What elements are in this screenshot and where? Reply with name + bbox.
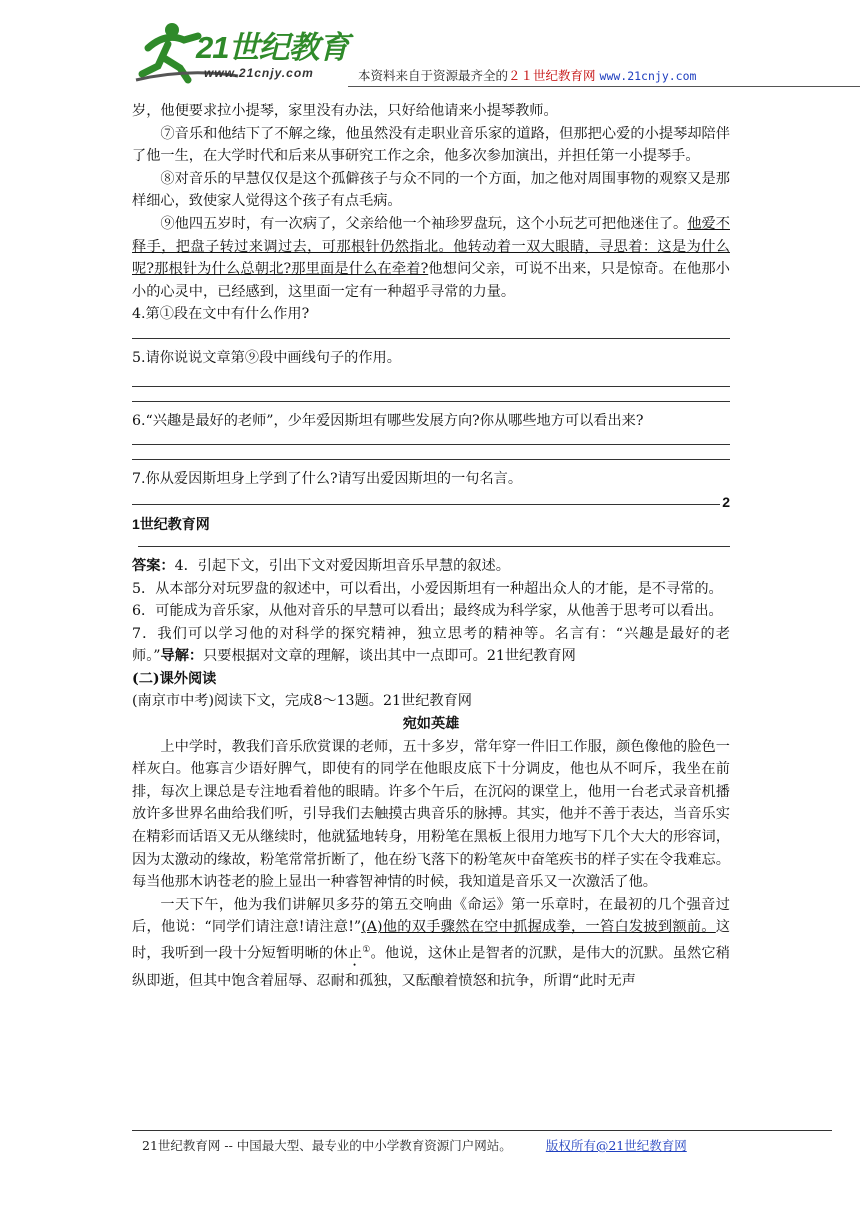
underlined-sentences: 他爱不释手，把盘子转过来调过去，可那根针仍然指北。他转动着一双大眼睛，寻思着：这是为什么呢?那根针为什么总朝北?那里面是什么在牵着? [132, 215, 730, 278]
logo-text: 21世纪教育 [196, 30, 349, 65]
paragraph-9-end: 他想问父亲，可说不出来，只是惊奇。在他那小小的心灵中，已经感到，这里面一定有一种超乎寻常的力量。 [132, 261, 730, 300]
answer-line [132, 504, 720, 505]
question-7: 7.你从爱因斯坦身上学到了什么?请写出爱因斯坦的一句名言。 [132, 471, 523, 488]
answer-line [138, 546, 730, 547]
tagline-site: ２１世纪教育网 [508, 68, 596, 83]
answer-line [132, 386, 730, 387]
header [128, 18, 728, 88]
footnote-marker: ① [362, 945, 371, 955]
page-marker: 2 [722, 493, 730, 510]
answer-label: 答案： [132, 557, 175, 574]
answer-7: 7．我们可以学习他的对科学的探究精神，独立思考的精神等。名言有：“兴趣是最好的老师。”导解：只要根据对文章的理解，谈出其中一点即可。21世纪教育网 [132, 625, 730, 665]
answer-5: 5．从本部分对玩罗盘的叙述中，可以看出，小爱因斯坦有一种超出众人的才能，是不寻常的。 [132, 580, 723, 597]
footer [142, 1136, 687, 1154]
answer-6: 6．可能成为音乐家，从他对音乐的早慧可以看出；最终成为科学家，从他善于思考可以看出。 [132, 603, 723, 620]
paragraph-9 [132, 213, 730, 303]
answer-line [132, 459, 730, 460]
footer-rule [132, 1130, 832, 1131]
paragraph-9-start: ⑨他四五岁时，有一次病了，父亲给他一个袖珍罗盘玩，这个小玩艺可把他迷住了。 [160, 215, 688, 232]
answer-4: 答案：4．引起下文，引出下文对爱因斯坦音乐早慧的叙述。 [132, 557, 510, 574]
document-body [132, 100, 730, 992]
guide-label: 导解： [160, 648, 204, 665]
answer-line-with-marker [132, 491, 730, 514]
header-tagline [358, 66, 696, 84]
tagline-url[interactable]: www.21cnjy.com [599, 69, 697, 83]
section-intro: (南京市中考)阅读下文，完成8～13题。21世纪教育网 [132, 693, 472, 710]
logo-url: www.21cnjy.com [204, 66, 314, 80]
paragraph-continued: 岁，他便要求拉小提琴，家里没有办法，只好给他请来小提琴教师。 [132, 103, 558, 119]
answer-line [132, 338, 730, 339]
emphasis-char: 止 [347, 945, 363, 962]
answer-line [132, 401, 730, 402]
section-heading: (二)课外阅读 [132, 670, 217, 687]
question-5: 5.请你说说文章第⑨段中画线句子的作用。 [132, 349, 401, 366]
underlined-sentence-a: (A)他的双手骤然在空中抓握成拳，一笞白发披到额前。 [361, 919, 716, 936]
copyright-link[interactable]: 版权所有@21世纪教育网 [545, 1138, 687, 1153]
answer-line [132, 444, 730, 445]
question-6: 6.“兴趣是最好的老师”，少年爱因斯坦有哪些发展方向?你从哪些地方可以看出来? [132, 412, 644, 429]
site-line: 1世纪教育网 [132, 516, 210, 533]
tagline-prefix: 本资料来自于资源最齐全的 [358, 68, 509, 83]
question-4: 4.第①段在文中有什么作用? [132, 306, 310, 323]
footer-text: 21世纪教育网 -- 中国最大型、最专业的中小学教育资源门户网站。 [142, 1138, 512, 1153]
article-title: 宛如英雄 [402, 716, 460, 733]
paragraph-8: ⑧对音乐的早慧仅仅是这个孤僻孩子与众不同的一个方面，加之他对周围事物的观察又是那样细心，致使家人觉得这个孩子有点毛病。 [132, 170, 730, 210]
header-rule [348, 86, 860, 87]
paragraph-7: ⑦音乐和他结下了不解之缘，他虽然没有走职业音乐家的道路，但那把心爱的小提琴却陪伴了他一生，在大学时代和后来从事研究工作之余，他多次参加演出，并担任第一小提琴手。 [132, 125, 730, 165]
article-paragraph-2: 一天下午，他为我们讲解贝多芬的第五交响曲《命运》第一乐章时，在最初的几个强音过后，他说：“同学们请注意!请注意!”(A)他的双手骤然在空中抓握成拳，一笞白发披到额前。这时，我听到一段十分短暂明晰的休止①。他说，这休止是智者的沉默，是伟大的沉默。虽然它稍纵即逝，但其中饱含着屈辱、忍耐和孤独，又酝酿着愤怒和抗争，所谓“此时无声 [132, 896, 730, 989]
article-paragraph-1: 上中学时，教我们音乐欣赏课的老师，五十多岁，常年穿一件旧工作服，颜色像他的脸色一样灰白。他寡言少语好脾气，即使有的同学在他眼皮底下十分调皮，他也从不呵斥，我坐在前排，每次上课总是专注地看着他的眼睛。许多个午后，在沉闷的课堂上，他用一台老式录音机播放许多世界名曲给我们听，引导我们去触摸古典音乐的脉搏。其实，他并不善于表达，当音乐实在精彩而话语又无从继续时，他就猛地转身，用粉笔在黑板上很用力地写下几个大大的形容词，因为太激动的缘故，粉笔常常折断了，他在纷飞落下的粉笔灰中奋笔疾书的样子实在令我难忘。每当他那木讷苍老的脸上显出一种睿智神情的时候，我知道是音乐又一次激活了他。 [132, 738, 730, 891]
